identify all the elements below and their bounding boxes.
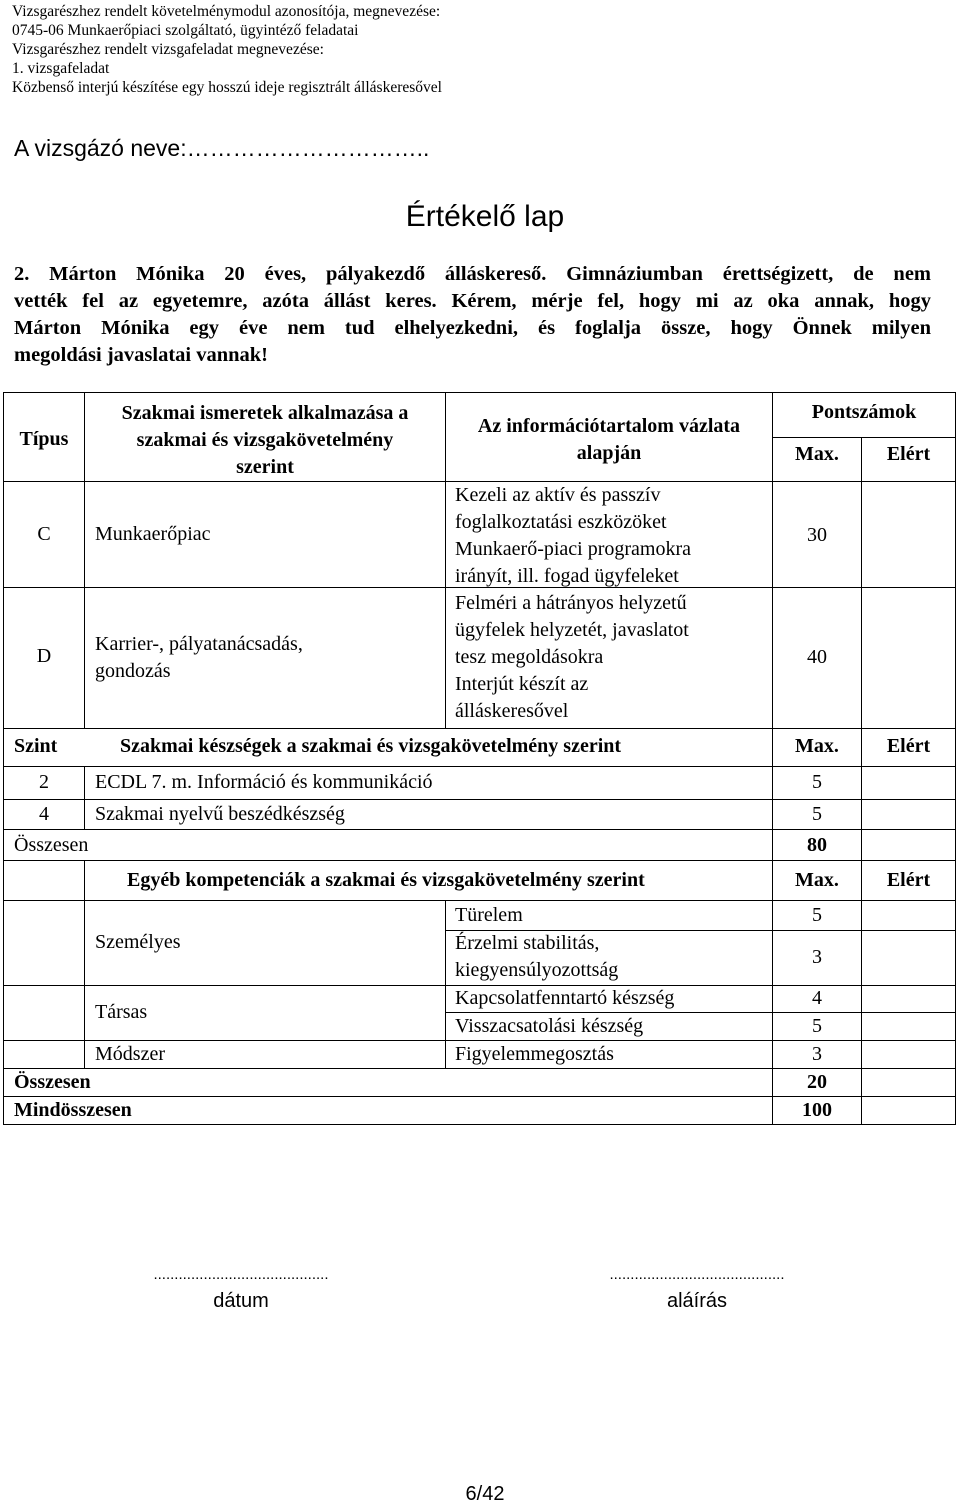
- row-d-desc-3: tesz megoldásokra: [455, 646, 604, 668]
- col-header-points: Pontszámok: [811, 401, 917, 423]
- comp-personal-label: Személyes: [95, 931, 181, 953]
- comp-stability-1: Érzelmi stabilitás,: [455, 932, 600, 954]
- row-d-desc-4: Interjút készít az: [455, 673, 589, 695]
- signature-label: aláírás: [666, 1290, 728, 1312]
- competencies-header-label: Egyéb kompetenciák a szakmai és vizsgakövetelmény szerint: [127, 869, 645, 891]
- skill-row-2-max: 5: [812, 803, 822, 825]
- grand-total-label: Mindösszesen: [14, 1099, 132, 1121]
- signature-line: ..........................................: [609, 1266, 785, 1283]
- comp-stability-2: kiegyensúlyozottság: [455, 959, 619, 981]
- skill-row-2-name: Szakmai nyelvű beszédkészség: [95, 803, 345, 825]
- skills-header-label: Szakmai készségek a szakmai és vizsgakövetelmény szerint: [120, 735, 622, 757]
- skills-header-level: Szint: [14, 735, 58, 757]
- subtotal-1-value: 80: [807, 834, 827, 856]
- candidate-name-line: A vizsgázó neve:…………………………..: [14, 135, 430, 161]
- comp-social-label: Társas: [95, 1001, 148, 1023]
- header-task-name: Közbenső interjú készítése egy hosszú ideje regisztrált álláskeresővel: [12, 79, 442, 96]
- skill-row-1-level: 2: [39, 771, 49, 793]
- header-task-label: Vizsgarészhez rendelt vizsgafeladat megnevezése:: [12, 41, 324, 58]
- task-text-line-2: vették fel az egyetemre, azóta állást keres. Kérem, mérje fel, hogy mi az oka annak, hogy: [14, 290, 931, 312]
- header-module-label: Vizsgarészhez rendelt követelménymodul azonosítója, megnevezése:: [12, 3, 441, 20]
- row-d-type: D: [36, 645, 52, 667]
- header-module-name: 0745-06 Munkaerőpiaci szolgáltató, ügyintéző feladatai: [12, 22, 359, 39]
- col-header-outline-2: alapján: [576, 442, 642, 464]
- col-header-knowledge-3: szerint: [236, 456, 294, 478]
- row-d-desc-5: álláskeresővel: [455, 700, 569, 722]
- comp-stability-max: 3: [812, 946, 822, 968]
- col-header-outline-1: Az információtartalom vázlata: [477, 415, 741, 437]
- subtotal-1-label: Összesen: [14, 834, 89, 856]
- skill-row-1-name: ECDL 7. m. Információ és kommunikáció: [95, 771, 433, 793]
- row-c-desc-1: Kezeli az aktív és passzív: [455, 484, 661, 506]
- skill-row-2-level: 4: [39, 803, 49, 825]
- subtotal-2-label: Összesen: [14, 1071, 91, 1093]
- header-task-number: 1. vizsgafeladat: [12, 60, 110, 77]
- subtotal-2-value: 20: [807, 1071, 827, 1093]
- col-header-type: Típus: [19, 428, 69, 450]
- row-c-desc-2: foglalkoztatási eszközöket: [455, 511, 667, 533]
- col-header-knowledge-2: szakmai és vizsgakövetelmény: [136, 429, 394, 451]
- task-text-line-4: megoldási javaslatai vannak!: [14, 344, 268, 366]
- row-c-desc-4: irányít, ill. fogad ügyfeleket: [455, 565, 679, 587]
- row-d-max: 40: [807, 646, 827, 668]
- comp-attention: Figyelemmegosztás: [455, 1043, 614, 1065]
- col-header-knowledge-1: Szakmai ismeretek alkalmazása a: [121, 402, 409, 424]
- comp-relationship: Kapcsolatfenntartó készség: [455, 987, 675, 1009]
- skills-header-max: Max.: [795, 735, 839, 757]
- grand-total-value: 100: [802, 1099, 832, 1121]
- comp-attention-max: 3: [812, 1043, 822, 1065]
- task-text-line-1: 2. Márton Mónika 20 éves, pályakezdő álláskereső. Gimnáziumban érettségizett, de nem: [14, 263, 931, 285]
- col-header-achieved: Elért: [886, 443, 931, 465]
- row-d-topic-2: gondozás: [95, 660, 171, 682]
- date-label: dátum: [213, 1290, 269, 1312]
- comp-feedback: Visszacsatolási készség: [455, 1015, 644, 1037]
- date-line: ..........................................: [153, 1266, 329, 1283]
- skills-header-achieved: Elért: [886, 735, 931, 757]
- comp-method-label: Módszer: [95, 1043, 165, 1065]
- task-text-line-3: Márton Mónika egy éve nem tud elhelyezkedni, és foglalja össze, hogy Önnek milyen: [14, 317, 931, 339]
- competencies-header-achieved: Elért: [886, 869, 931, 891]
- comp-patience-max: 5: [812, 904, 822, 926]
- page-number: 6/42: [465, 1483, 505, 1505]
- row-c-topic: Munkaerőpiac: [95, 523, 211, 545]
- row-d-desc-2: ügyfelek helyzetét, javaslatot: [455, 619, 689, 641]
- comp-patience: Türelem: [455, 904, 523, 926]
- row-c-max: 30: [807, 524, 827, 546]
- row-d-desc-1: Felméri a hátrányos helyzetű: [455, 592, 687, 614]
- col-header-max: Max.: [795, 443, 839, 465]
- row-c-type: C: [37, 523, 51, 545]
- row-d-topic-1: Karrier-, pályatanácsadás,: [95, 633, 303, 655]
- comp-relationship-max: 4: [812, 987, 822, 1009]
- row-c-desc-3: Munkaerő-piaci programokra: [455, 538, 692, 560]
- skill-row-1-max: 5: [812, 771, 822, 793]
- competencies-header-max: Max.: [795, 869, 839, 891]
- comp-feedback-max: 5: [812, 1015, 822, 1037]
- page-title: Értékelő lap: [405, 200, 565, 233]
